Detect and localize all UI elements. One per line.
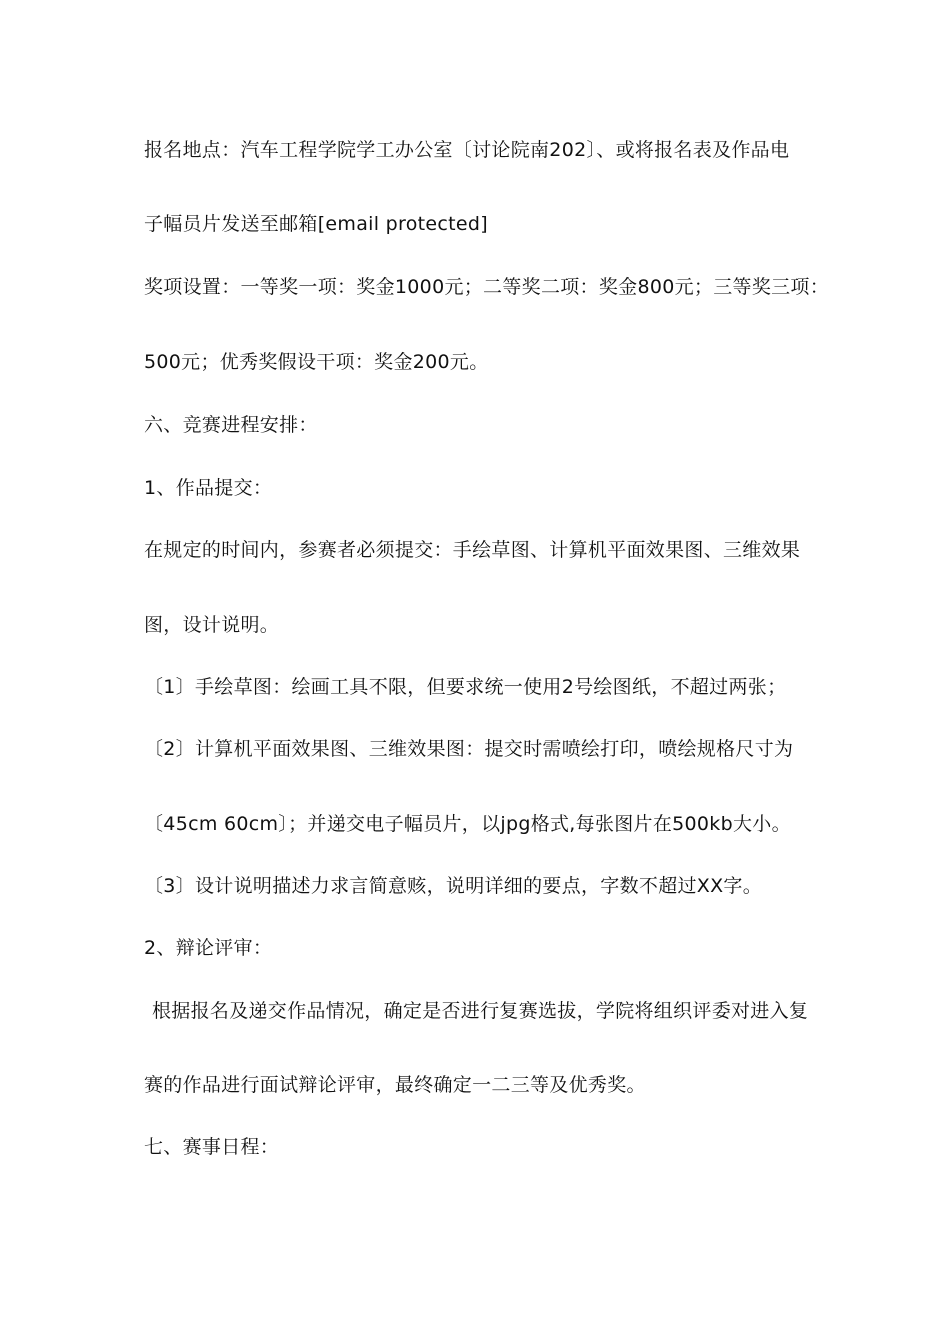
text-line-registration-location: 报名地点：汽车工程学院学工办公室〔讨论院南202〕、或将报名表及作品电 xyxy=(144,139,790,161)
list-item-sketch: 〔1〕手绘草图：绘画工具不限，但要求统一使用2号绘图纸，不超过两张； xyxy=(144,676,787,698)
section-heading-calendar: 七、赛事日程： xyxy=(144,1136,280,1158)
list-item-renderings: 〔2〕计算机平面效果图、三维效果图：提交时需喷绘打印，喷绘规格尺寸为 xyxy=(144,738,794,760)
text-line-awards-continued: 500元；优秀奖假设干项：奖金200元。 xyxy=(144,351,489,373)
list-item-renderings-continued: 〔45cm 60cm〕；并递交电子幅员片，以jpg格式,每张图片在500kb大小。 xyxy=(144,813,791,835)
text-line-email: 子幅员片发送至邮箱[email protected] xyxy=(144,213,488,235)
subheading-submission: 1、作品提交： xyxy=(144,477,273,499)
text-line-review: 根据报名及递交作品情况，确定是否进行复赛选拔，学院将组织评委对进入复 xyxy=(152,1000,809,1022)
list-item-design-notes: 〔3〕设计说明描述力求言简意赅，说明详细的要点，字数不超过XX字。 xyxy=(144,875,763,897)
text-line-submission-continued: 图，设计说明。 xyxy=(144,614,280,636)
text-line-awards: 奖项设置：一等奖一项：奖金1000元；二等奖二项：奖金800元；三等奖三项： xyxy=(144,276,830,298)
text-line-review-continued: 赛的作品进行面试辩论评审，最终确定一二三等及优秀奖。 xyxy=(144,1074,646,1096)
text-line-submission: 在规定的时间内，参赛者必须提交：手绘草图、计算机平面效果图、三维效果 xyxy=(144,539,801,561)
section-heading-schedule: 六、竞赛进程安排： xyxy=(144,414,318,436)
subheading-review: 2、辩论评审： xyxy=(144,937,273,959)
